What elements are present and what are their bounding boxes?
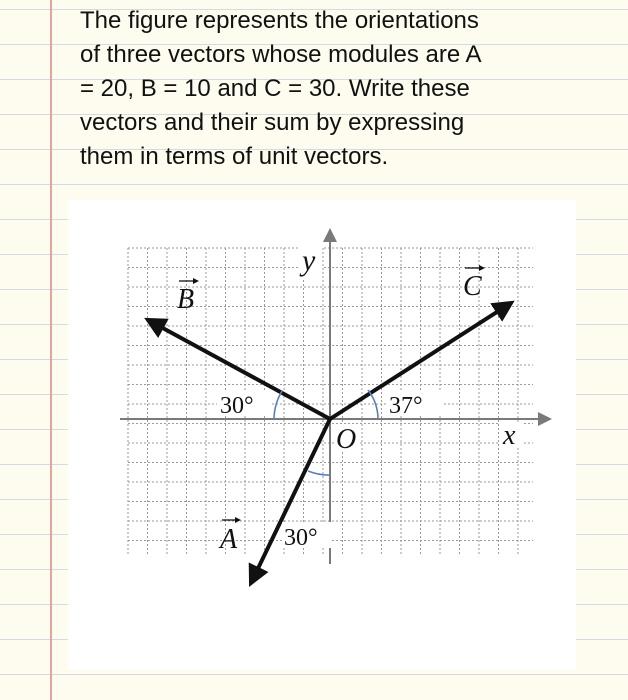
vector-a-arrow (251, 419, 330, 583)
vector-c-name (463, 265, 485, 302)
angle-label-c: 37° (389, 393, 423, 419)
x-axis-arrowhead (538, 412, 552, 426)
vector-b-label: B (177, 284, 195, 315)
vector-figure (68, 200, 576, 670)
question-text: The figure represents the orientations of three vectors whose modules are A = 20, B = 10 and C = 30. Write these vectors and their sum by expressing them in terms of unit vectors. (80, 7, 482, 170)
angle-arc-b (274, 391, 282, 419)
x-axis-label: x (503, 420, 516, 451)
vector-a-label: A (220, 524, 238, 555)
origin-label: O (336, 424, 357, 455)
y-axis-label: y (302, 244, 316, 277)
angle-label-b: 30° (220, 393, 254, 419)
notebook-margin-line (50, 0, 52, 700)
vector-diagram (68, 200, 576, 670)
y-axis-arrowhead (323, 228, 337, 242)
vector-b-name (177, 278, 199, 315)
vector-a-name (218, 517, 241, 555)
angle-label-a: 30° (284, 525, 318, 551)
vector-c-label: C (463, 271, 482, 302)
angle-arc-a (308, 471, 330, 475)
